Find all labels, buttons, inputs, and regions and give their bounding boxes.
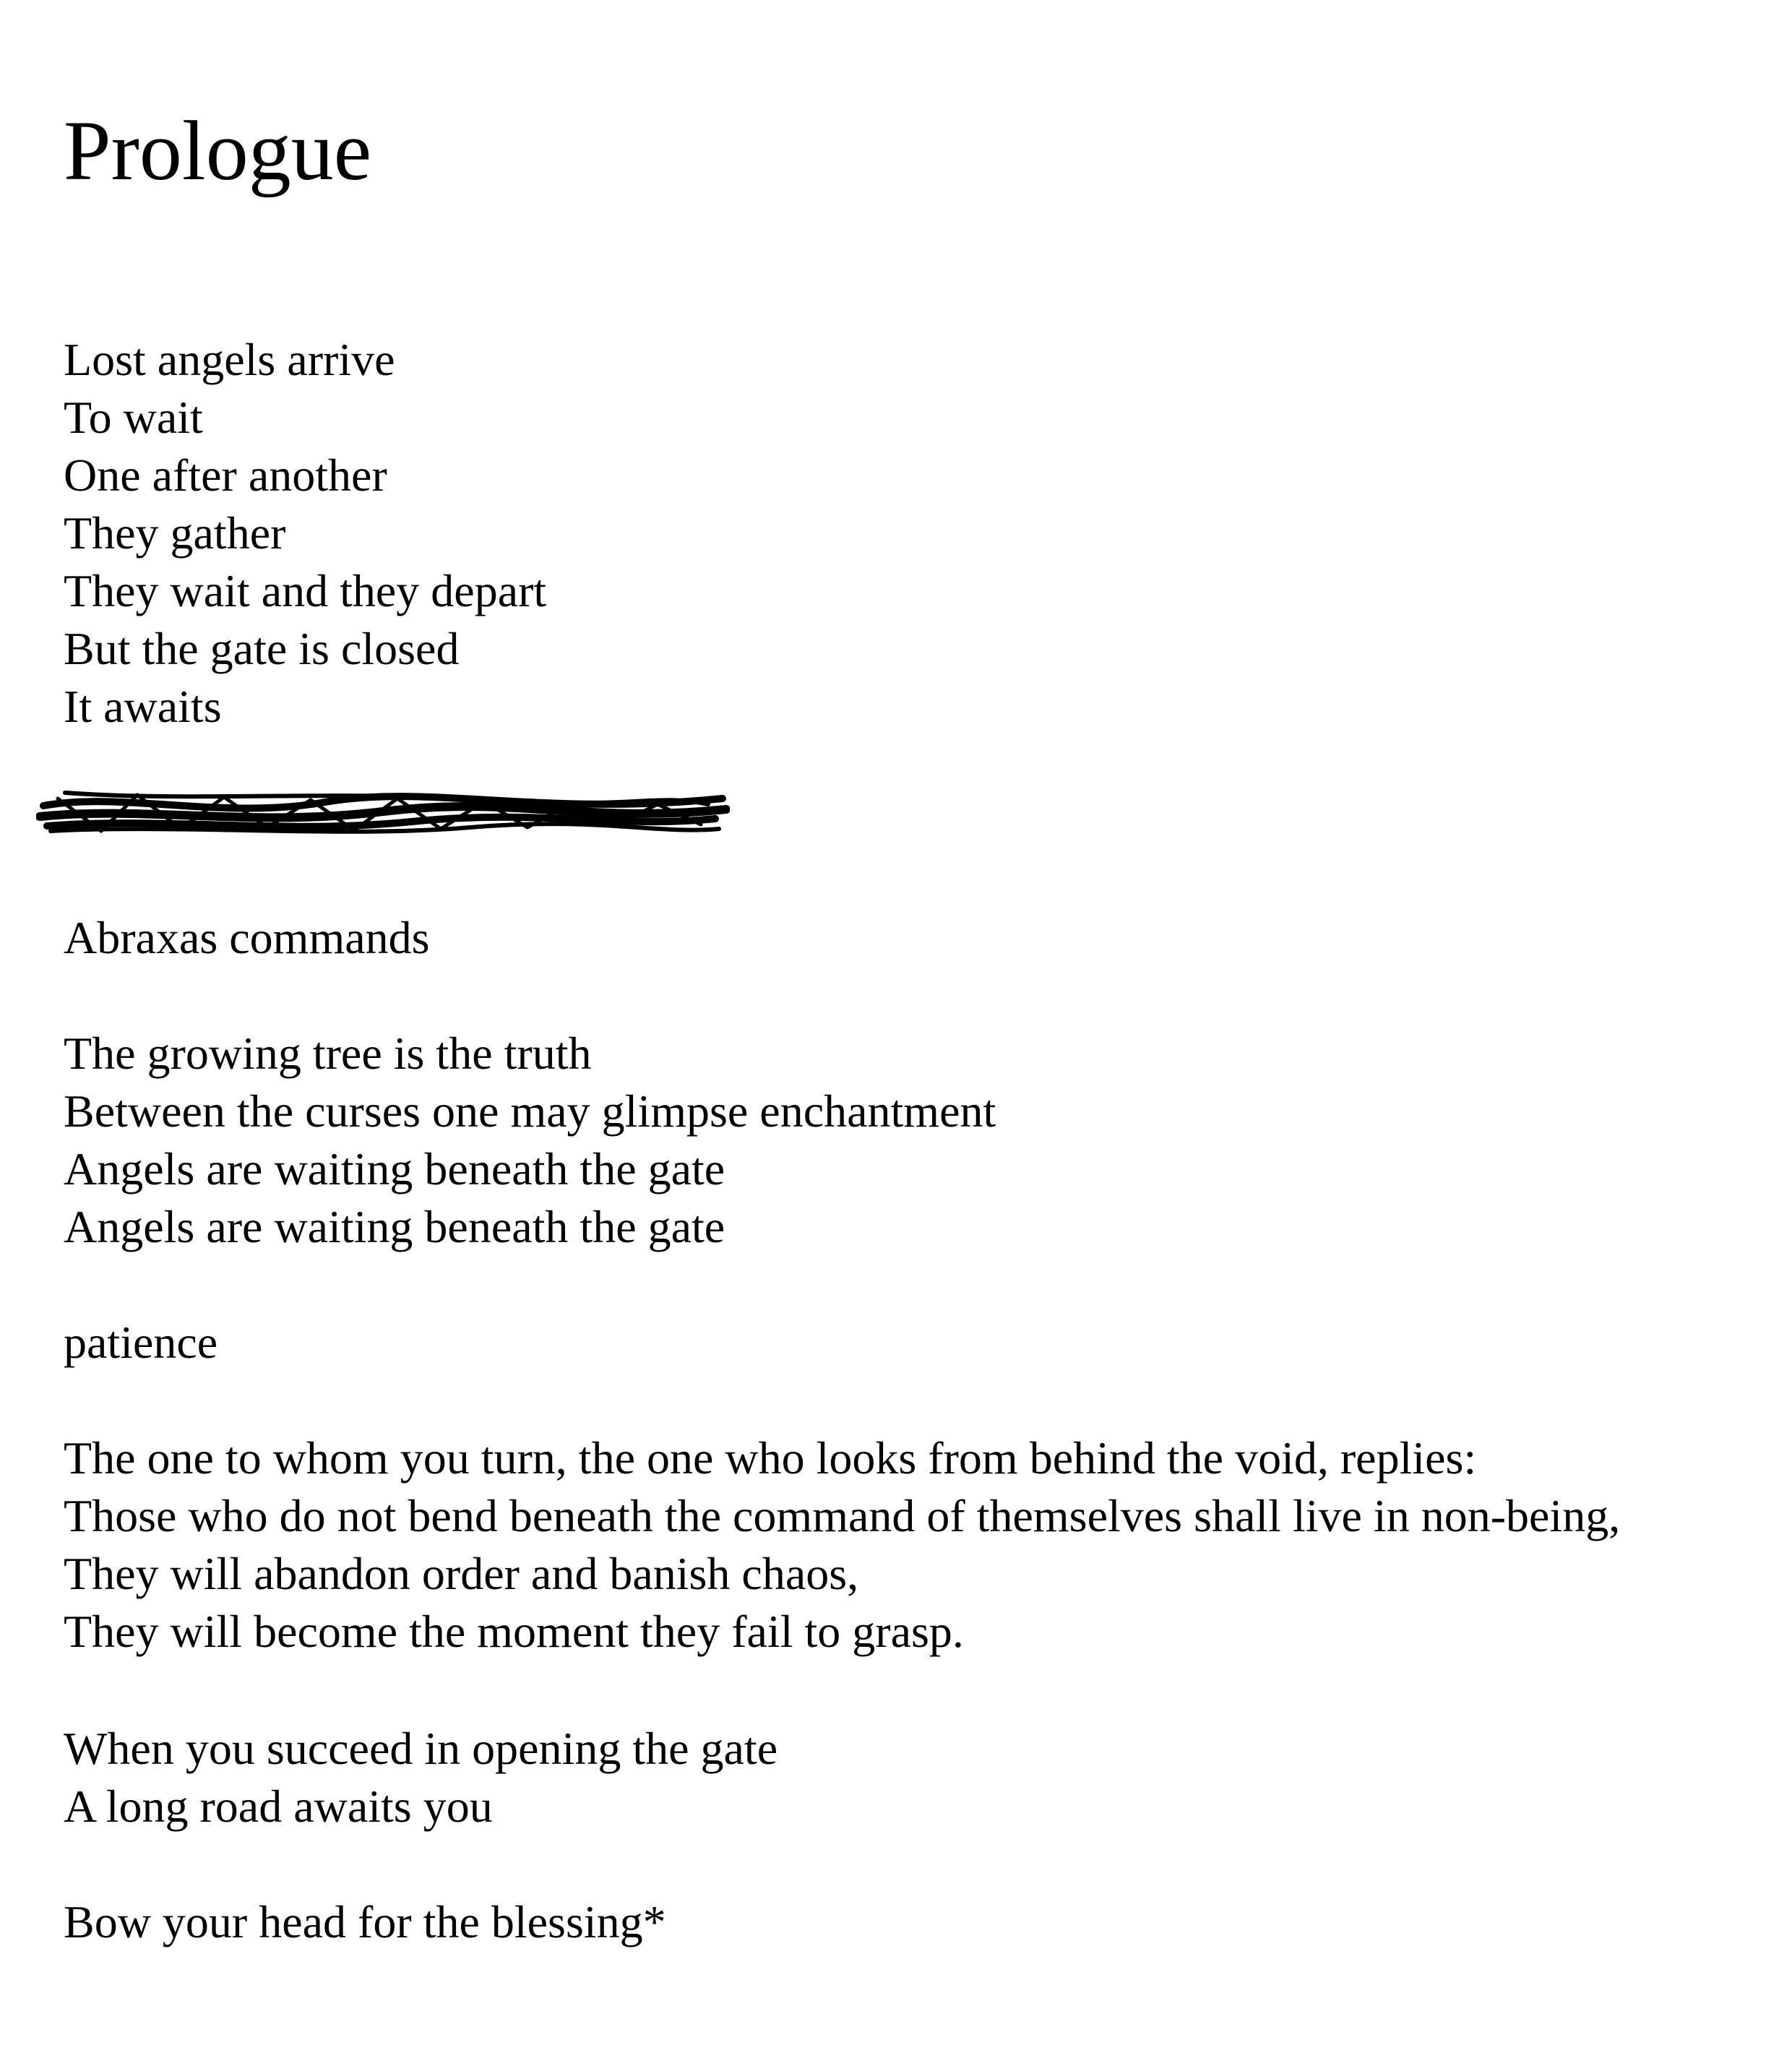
verse-line: A long road awaits you xyxy=(64,1781,493,1832)
verse-line: But the gate is closed xyxy=(64,623,460,674)
verse-line: Angels are waiting beneath the gate xyxy=(64,1201,725,1252)
verse-line: They gather xyxy=(64,507,286,559)
verse-line: To wait xyxy=(64,392,203,443)
verse-line: They will become the moment they fail to grasp. xyxy=(64,1606,964,1657)
closing-line: Bow your head for the blessing* xyxy=(64,1896,666,1947)
verse-line: One after another xyxy=(64,449,387,501)
verse-line: They will abandon order and banish chaos, xyxy=(64,1548,859,1599)
command-line: Abraxas commands xyxy=(64,912,430,963)
verse-line: They wait and they depart xyxy=(64,565,547,616)
verse-line: The one to whom you turn, the one who looks from behind the void, replies: xyxy=(64,1432,1477,1484)
stanza-4 xyxy=(64,1720,777,1835)
patience-line: patience xyxy=(64,1317,218,1368)
verse-line: Lost angels arrive xyxy=(64,334,395,385)
verse-line: Angels are waiting beneath the gate xyxy=(64,1143,725,1195)
page-title: Prologue xyxy=(64,103,372,198)
verse-line: The growing tree is the truth xyxy=(64,1028,592,1079)
verse-line: Those who do not bend beneath the command of themselves shall live in non-being, xyxy=(64,1490,1621,1541)
stanza-3 xyxy=(64,1429,1620,1661)
stanza-2 xyxy=(64,1025,996,1256)
stanza-1 xyxy=(64,331,546,736)
verse-line: It awaits xyxy=(64,681,222,732)
verse-line: When you succeed in opening the gate xyxy=(64,1723,778,1774)
redaction-scribble-icon xyxy=(36,784,730,842)
verse-line: Between the curses one may glimpse enchantment xyxy=(64,1085,996,1137)
